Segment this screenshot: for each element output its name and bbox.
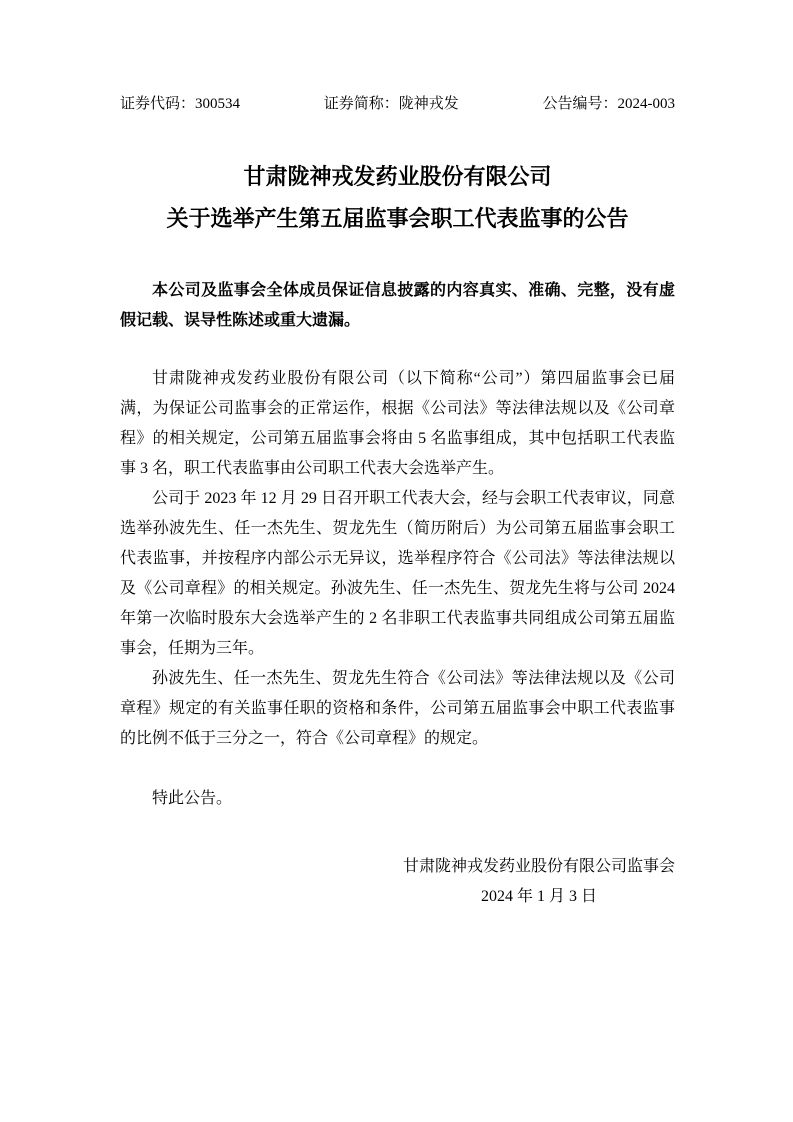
closing-line: 特此公告。 (152, 790, 233, 807)
disclosure-statement: 本公司及监事会全体成员保证信息披露的内容真实、准确、完整，没有虚假记载、误导性陈述或重大遗漏。 (120, 282, 675, 329)
signature-date: 2024 年 1 月 3 日 (480, 888, 597, 905)
doc-title-line2: 关于选举产生第五届监事会职工代表监事的公告 (166, 206, 629, 231)
body-paragraph: 甘肃陇神戎发药业股份有限公司（以下简称“公司”）第四届监事会已届满，为保证公司监事会的正常运作，根据《公司法》等法律法规以及《公司章程》的相关规定，公司第五届监事会将由 5 名监事组成，其中包括职工代表监事 3 名，职工代表监事由公司职工代表大会选举产生。 (120, 370, 675, 477)
stock-short-name: 证券简称：陇神戎发 (323, 96, 459, 112)
doc-title-line1: 甘肃陇神戎发药业股份有限公司 (243, 164, 552, 189)
doc-header (120, 94, 675, 114)
announcement-number: 公告编号：2024-003 (542, 96, 675, 112)
signature-block (120, 852, 675, 912)
body-paragraph: 孙波先生、任一杰先生、贺龙先生符合《公司法》等法律法规以及《公司章程》规定的有关监事任职的资格和条件，公司第五届监事会中职工代表监事的比例不低于三分之一，符合《公司章程》的规定。 (120, 670, 675, 747)
signature-company: 甘肃陇神戎发药业股份有限公司监事会 (402, 858, 675, 875)
doc-title (120, 156, 675, 240)
stock-code: 证券代码：300534 (120, 96, 241, 112)
body-paragraph: 公司于 2023 年 12 月 29 日召开职工代表大会，经与会职工代表审议，同意选举孙波先生、任一杰先生、贺龙先生（简历附后）为公司第五届监事会职工代表监事，并按程序内部公示无异议，选举程序符合《公司法》等法律法规以及《公司章程》的相关规定。孙波先生、任一杰先生、贺龙先生将与公司 2024 年第一次临时股东大会选举产生的 2 名非职工代表监事共同组成公司第五届监事会，任期为三年。 (120, 490, 675, 657)
